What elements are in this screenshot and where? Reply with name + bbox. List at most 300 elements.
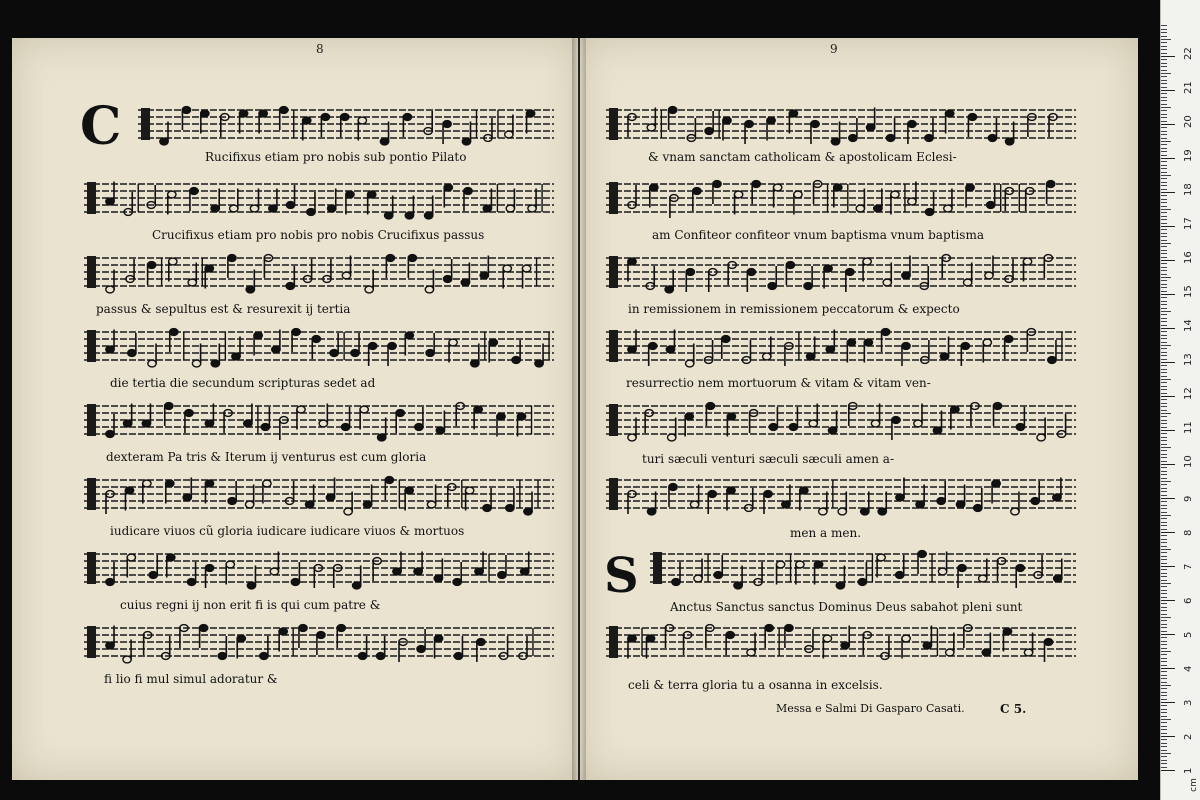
ruler-minor-tick — [1161, 76, 1167, 77]
ruler-minor-tick — [1161, 243, 1171, 244]
ruler-minor-tick — [1161, 372, 1167, 373]
note-head — [270, 568, 278, 575]
note-head — [414, 568, 422, 575]
note-head — [408, 255, 416, 262]
note-head — [341, 424, 349, 431]
note-head — [417, 646, 425, 653]
note-head — [326, 494, 334, 501]
note-head — [628, 346, 636, 353]
note-head — [312, 336, 320, 343]
ruler-minor-tick — [1161, 297, 1167, 298]
ruler-minor-tick — [1161, 627, 1167, 628]
ruler-minor-tick — [1161, 515, 1171, 516]
clef-sign — [609, 108, 618, 140]
note-head — [819, 508, 827, 515]
ruler-minor-tick — [1161, 590, 1167, 591]
note-head — [789, 110, 797, 117]
note-head — [147, 262, 155, 269]
note-head — [396, 410, 404, 417]
note-head — [961, 343, 969, 350]
ruler-minor-tick — [1161, 471, 1167, 472]
note-head — [1044, 639, 1052, 646]
clef-sign — [87, 330, 96, 362]
note-head — [483, 205, 491, 212]
ruler-minor-tick — [1161, 508, 1167, 509]
ruler-minor-tick — [1161, 110, 1167, 111]
music-staff — [606, 398, 1076, 442]
note-head — [436, 427, 444, 434]
ruler-minor-tick — [1161, 195, 1167, 196]
ruler-minor-tick — [1161, 556, 1167, 557]
note-head — [461, 279, 469, 286]
note-head — [804, 283, 812, 290]
note-head — [205, 565, 213, 572]
note-head — [938, 568, 946, 575]
note-head — [297, 406, 305, 413]
ruler-minor-tick — [1161, 287, 1167, 288]
ruler-minor-tick — [1161, 729, 1167, 730]
ruler-minor-tick — [1161, 73, 1171, 74]
ruler-minor-tick — [1161, 682, 1167, 683]
ruler-minor-tick — [1161, 229, 1167, 230]
ruler-minor-tick — [1161, 641, 1167, 642]
ruler-minor-tick — [1161, 100, 1167, 101]
measurement-ruler — [1160, 0, 1200, 800]
lyric-line: in remissionem in remissionem peccatorum & expecto — [628, 302, 960, 316]
note-head — [247, 582, 255, 589]
note-head — [856, 205, 864, 212]
ruler-minor-tick — [1161, 760, 1167, 761]
note-head — [521, 568, 529, 575]
note-head — [185, 410, 193, 417]
note-head — [1046, 181, 1054, 188]
note-head — [883, 279, 891, 286]
note-head — [706, 403, 714, 410]
note-head — [142, 420, 150, 427]
note-head — [902, 635, 910, 642]
note-head — [106, 579, 114, 586]
note-head — [106, 286, 114, 293]
note-head — [767, 117, 775, 124]
clef-sign — [87, 478, 96, 510]
ruler-minor-tick — [1161, 32, 1167, 33]
note-head — [824, 265, 832, 272]
note-head — [1054, 575, 1062, 582]
ruler-minor-tick — [1161, 454, 1167, 455]
note-head — [823, 635, 831, 642]
note-head — [933, 427, 941, 434]
note-head — [836, 582, 844, 589]
ruler-minor-tick — [1161, 161, 1167, 162]
ruler-minor-tick — [1161, 593, 1167, 594]
ruler-minor-tick — [1161, 355, 1167, 356]
ruler-number: 19 — [1183, 149, 1194, 162]
note-head — [471, 360, 479, 367]
note-head — [966, 184, 974, 191]
note-head — [286, 202, 294, 209]
lyric-line: iudicare viuos cũ gloria iudicare iudicare viuos & mortuos — [110, 524, 465, 538]
note-head — [849, 135, 857, 142]
ruler-minor-tick — [1161, 420, 1167, 421]
ruler-minor-tick — [1161, 542, 1167, 543]
music-staff — [606, 472, 1076, 516]
ruler-tick — [1161, 56, 1175, 57]
ruler-minor-tick — [1161, 114, 1167, 115]
ruler-minor-tick — [1161, 175, 1171, 176]
note-head — [809, 420, 817, 427]
note-head — [330, 350, 338, 357]
ruler-minor-tick — [1161, 658, 1167, 659]
lyric-line: Crucifixus etiam pro nobis pro nobis Crucifixus passus — [152, 228, 485, 242]
ruler-minor-tick — [1161, 440, 1167, 441]
ruler-number: 16 — [1183, 251, 1194, 264]
note-head — [923, 642, 931, 649]
note-head — [246, 286, 254, 293]
ruler-tick — [1161, 498, 1175, 499]
note-head — [834, 184, 842, 191]
note-head — [218, 653, 226, 660]
note-head — [505, 131, 513, 138]
ruler-minor-tick — [1161, 267, 1167, 268]
note-head — [475, 568, 483, 575]
ruler-tick — [1161, 226, 1175, 227]
note-head — [945, 110, 953, 117]
note-head — [669, 484, 677, 491]
note-head — [363, 501, 371, 508]
note-head — [358, 653, 366, 660]
ruler-minor-tick — [1161, 236, 1167, 237]
note-head — [477, 639, 485, 646]
note-head — [292, 329, 300, 336]
ruler-minor-tick — [1161, 525, 1167, 526]
clef-sign — [87, 626, 96, 658]
ruler-minor-tick — [1161, 447, 1171, 448]
note-head — [727, 413, 735, 420]
note-head — [686, 360, 694, 367]
note-head — [886, 135, 894, 142]
ruler-minor-tick — [1161, 716, 1167, 717]
note-head — [143, 480, 151, 487]
note-head — [344, 508, 352, 515]
note-head — [768, 283, 776, 290]
note-head — [360, 406, 368, 413]
ruler-minor-tick — [1161, 433, 1167, 434]
note-head — [434, 575, 442, 582]
ruler-minor-tick — [1161, 66, 1167, 67]
music-staff — [84, 176, 554, 220]
clef-sign — [609, 478, 618, 510]
ruler-minor-tick — [1161, 750, 1167, 751]
ruler-minor-tick — [1161, 695, 1167, 696]
ruler-minor-tick — [1161, 80, 1167, 81]
music-staff — [84, 250, 554, 294]
ruler-minor-tick — [1161, 661, 1167, 662]
ruler-minor-tick — [1161, 488, 1167, 489]
ruler-minor-tick — [1161, 185, 1167, 186]
ruler-minor-tick — [1161, 399, 1167, 400]
ruler-number: 10 — [1183, 455, 1194, 468]
lyric-line: resurrectio nem mortuorum & vitam & vitam ven- — [626, 376, 931, 390]
note-head — [752, 181, 760, 188]
clef-sign — [609, 256, 618, 288]
note-head — [299, 625, 307, 632]
ruler-tick — [1161, 192, 1175, 193]
ruler-tick — [1161, 396, 1175, 397]
note-head — [367, 191, 375, 198]
ruler-minor-tick — [1161, 410, 1167, 411]
ruler-minor-tick — [1161, 134, 1167, 135]
ruler-minor-tick — [1161, 481, 1171, 482]
ruler-minor-tick — [1161, 675, 1167, 676]
note-head — [426, 350, 434, 357]
note-head — [201, 110, 209, 117]
note-head — [280, 107, 288, 114]
note-head — [974, 505, 982, 512]
ruler-minor-tick — [1161, 87, 1167, 88]
note-head — [377, 434, 385, 441]
note-head — [434, 635, 442, 642]
ruler-tick — [1161, 260, 1175, 261]
ruler-minor-tick — [1161, 444, 1167, 445]
ruler-minor-tick — [1161, 457, 1167, 458]
note-head — [979, 575, 987, 582]
music-staff — [84, 546, 554, 590]
note-head — [368, 343, 376, 350]
ruler-minor-tick — [1161, 104, 1167, 105]
ruler-number: 13 — [1183, 353, 1194, 366]
note-head — [526, 110, 534, 117]
ruler-minor-tick — [1161, 746, 1167, 747]
ruler-minor-tick — [1161, 495, 1167, 496]
note-head — [125, 487, 133, 494]
music-staff — [606, 250, 1076, 294]
note-head — [211, 360, 219, 367]
ruler-minor-tick — [1161, 209, 1171, 210]
note-head — [925, 135, 933, 142]
ruler-minor-tick — [1161, 648, 1167, 649]
ruler-minor-tick — [1161, 651, 1171, 652]
ruler-minor-tick — [1161, 610, 1167, 611]
ruler-minor-tick — [1161, 763, 1167, 764]
note-head — [403, 114, 411, 121]
note-head — [128, 350, 136, 357]
ruler-minor-tick — [1161, 219, 1167, 220]
ruler-minor-tick — [1161, 733, 1167, 734]
note-head — [205, 265, 213, 272]
note-head — [1016, 424, 1024, 431]
ruler-minor-tick — [1161, 529, 1167, 530]
lyric-line: passus & sepultus est & resurexit ij tertia — [96, 302, 351, 316]
note-head — [914, 420, 922, 427]
note-head — [861, 508, 869, 515]
music-staff — [138, 102, 554, 146]
clef-sign — [653, 552, 662, 584]
ruler-minor-tick — [1161, 369, 1167, 370]
ruler-tick — [1161, 668, 1175, 669]
ruler-minor-tick — [1161, 202, 1167, 203]
ruler-minor-tick — [1161, 386, 1167, 387]
note-head — [497, 413, 505, 420]
ruler-minor-tick — [1161, 573, 1167, 574]
ruler-minor-tick — [1161, 620, 1167, 621]
ruler-minor-tick — [1161, 257, 1167, 258]
ruler-minor-tick — [1161, 151, 1167, 152]
note-head — [512, 357, 520, 364]
ruler-minor-tick — [1161, 423, 1167, 424]
note-head — [170, 329, 178, 336]
note-head — [992, 480, 1000, 487]
note-head — [668, 434, 676, 441]
ruler-minor-tick — [1161, 246, 1167, 247]
ruler-unit-label: cm — [1188, 778, 1199, 792]
ruler-minor-tick — [1161, 535, 1167, 536]
note-head — [386, 255, 394, 262]
note-head — [1016, 565, 1024, 572]
ruler-minor-tick — [1161, 131, 1167, 132]
note-head — [319, 420, 327, 427]
ruler-minor-tick — [1161, 437, 1167, 438]
note-head — [902, 343, 910, 350]
note-head — [918, 551, 926, 558]
note-head — [342, 272, 350, 279]
ruler-minor-tick — [1161, 671, 1167, 672]
ruler-minor-tick — [1161, 141, 1171, 142]
ruler-minor-tick — [1161, 559, 1167, 560]
note-head — [149, 572, 157, 579]
note-head — [192, 360, 200, 367]
note-head — [443, 276, 451, 283]
note-head — [443, 121, 451, 128]
clef-sign — [87, 552, 96, 584]
note-head — [263, 480, 271, 487]
note-head — [940, 353, 948, 360]
ruler-minor-tick — [1161, 376, 1167, 377]
note-head — [937, 498, 945, 505]
note-head — [388, 343, 396, 350]
ruler-minor-tick — [1161, 291, 1167, 292]
ruler-minor-tick — [1161, 325, 1167, 326]
note-head — [245, 501, 253, 508]
music-staff — [606, 176, 1076, 220]
note-head — [346, 191, 354, 198]
ruler-minor-tick — [1161, 93, 1167, 94]
ruler-minor-tick — [1161, 719, 1171, 720]
note-head — [1003, 628, 1011, 635]
note-head — [341, 114, 349, 121]
ruler-minor-tick — [1161, 416, 1167, 417]
ruler-minor-tick — [1161, 767, 1167, 768]
ruler-minor-tick — [1161, 53, 1167, 54]
note-head — [503, 265, 511, 272]
lyric-line: turi sæculi venturi sæculi sæculi amen a- — [642, 452, 895, 466]
note-head — [826, 346, 834, 353]
note-head — [722, 336, 730, 343]
music-staff — [84, 472, 554, 516]
ruler-minor-tick — [1161, 549, 1171, 550]
note-head — [415, 424, 423, 431]
ruler-tick — [1161, 124, 1175, 125]
lyric-line: men a men. — [790, 526, 862, 540]
note-head — [765, 625, 773, 632]
ruler-minor-tick — [1161, 148, 1167, 149]
note-head — [205, 420, 213, 427]
lyric-line: celi & terra gloria tu a osanna in excelsis. — [628, 678, 883, 692]
note-head — [668, 107, 676, 114]
note-head — [522, 265, 530, 272]
note-head — [944, 205, 952, 212]
ruler-minor-tick — [1161, 199, 1167, 200]
note-head — [205, 480, 213, 487]
note-head — [183, 494, 191, 501]
print-colophon: Messa e Salmi Di Gasparo Casati. — [776, 702, 965, 715]
note-head — [863, 258, 871, 265]
music-staff — [606, 102, 1076, 146]
clef-sign — [141, 108, 150, 140]
ruler-minor-tick — [1161, 712, 1167, 713]
note-head — [1005, 138, 1013, 145]
note-head — [279, 628, 287, 635]
note-head — [796, 561, 804, 568]
lyric-line: cuius regni ij non erit fi is qui cum patre & — [120, 598, 381, 612]
ruler-minor-tick — [1161, 474, 1167, 475]
note-head — [811, 121, 819, 128]
note-head — [127, 554, 135, 561]
note-head — [307, 209, 315, 216]
ruler-minor-tick — [1161, 311, 1171, 312]
note-head — [480, 272, 488, 279]
note-head — [528, 205, 536, 212]
note-head — [260, 653, 268, 660]
note-head — [1037, 434, 1045, 441]
clef-sign — [609, 626, 618, 658]
note-head — [958, 565, 966, 572]
ruler-minor-tick — [1161, 576, 1167, 577]
ruler-minor-tick — [1161, 389, 1167, 390]
ruler-minor-tick — [1161, 583, 1171, 584]
note-head — [160, 138, 168, 145]
ruler-minor-tick — [1161, 739, 1167, 740]
ruler-minor-tick — [1161, 36, 1167, 37]
ruler-minor-tick — [1161, 624, 1167, 625]
decorated-initial-s: S — [604, 548, 639, 604]
note-head — [182, 107, 190, 114]
note-head — [454, 653, 462, 660]
note-head — [946, 649, 954, 656]
note-head — [106, 198, 114, 205]
note-head — [968, 114, 976, 121]
ruler-minor-tick — [1161, 365, 1167, 366]
ruler-minor-tick — [1161, 117, 1167, 118]
note-head — [1004, 336, 1012, 343]
note-head — [828, 427, 836, 434]
ruler-minor-tick — [1161, 321, 1167, 322]
ruler-minor-tick — [1161, 546, 1167, 547]
note-head — [985, 272, 993, 279]
ruler-tick — [1161, 430, 1175, 431]
note-head — [628, 635, 636, 642]
ruler-number: 14 — [1183, 319, 1194, 332]
note-head — [925, 209, 933, 216]
ruler-minor-tick — [1161, 216, 1167, 217]
note-head — [871, 420, 879, 427]
ruler-number: 1 — [1183, 767, 1194, 774]
ruler-minor-tick — [1161, 335, 1167, 336]
note-head — [864, 339, 872, 346]
ruler-number: 12 — [1183, 387, 1194, 400]
ruler-tick — [1161, 90, 1175, 91]
ruler-minor-tick — [1161, 212, 1167, 213]
note-head — [831, 138, 839, 145]
